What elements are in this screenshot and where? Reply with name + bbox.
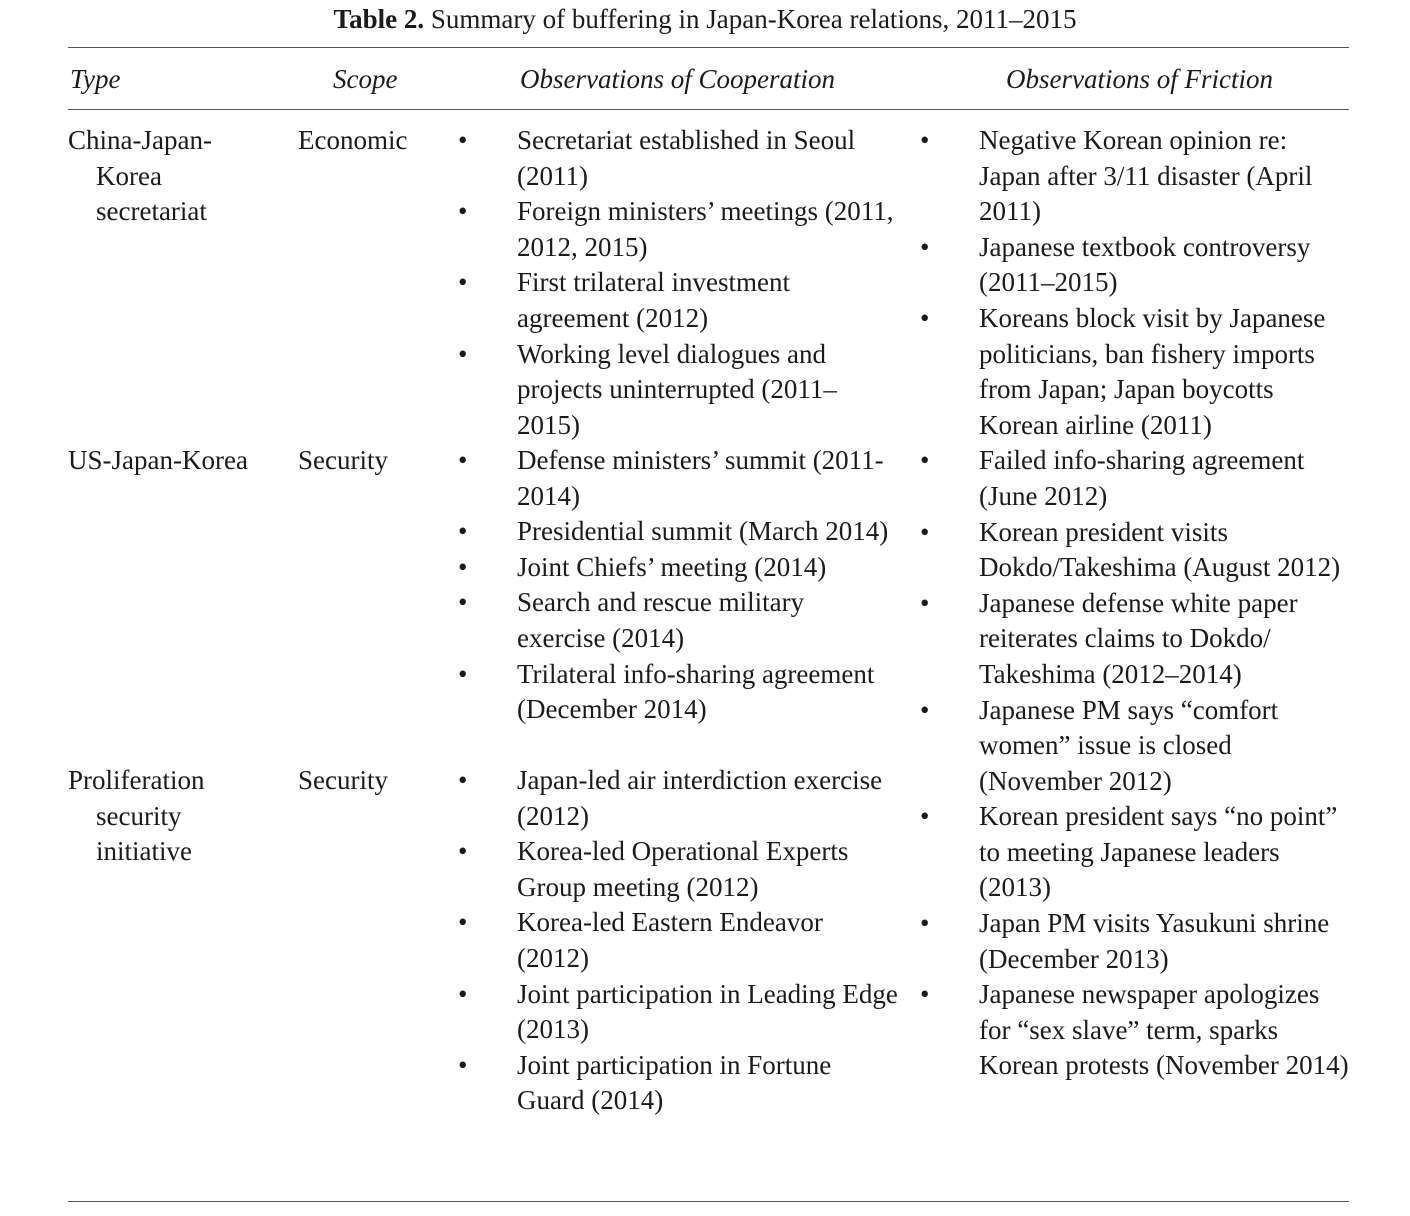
row-2-type [68,443,288,479]
list-item: • Joint participation in Fortune Guard (2014) [458,1048,898,1119]
table-caption-text: Summary of buffering in Japan-Korea relations, 2011–2015 [430,4,1077,34]
list-item: • Trilateral info-sharing agreement (December 2014) [458,657,898,728]
list-item: • Working level dialogues and projects uninterrupted (2011–2015) [458,337,898,444]
list-item: • Failed info-sharing agreement (June 2012) [920,443,1350,514]
list-item: • Japan-led air interdiction exercise (2012) [458,763,898,834]
row-2-cooperation-list [458,443,898,728]
row-3-type-line-2: security [96,800,182,831]
row-3-cooperation-list [458,763,898,1119]
list-item: • Koreans block visit by Japanese politicians, ban fishery imports from Japan; Japan boycotts Korean airline (2011) [920,301,1350,443]
list-item: • Joint participation in Leading Edge (2013) [458,977,898,1048]
list-item: • Japanese defense white paper reiterates claims to Dokdo/ Takeshima (2012–2014) [920,586,1350,693]
row-1-type-line-2: Korea [96,160,162,191]
list-item: • Search and rescue military exercise (2014) [458,585,898,656]
row-3-type-line-3: initiative [96,836,192,867]
list-item: • Korea-led Eastern Endeavor (2012) [458,905,898,976]
header-cooperation: Observations of Cooperation [520,64,835,94]
list-item: • Korean president visits Dokdo/Takeshima (August 2012) [920,515,1350,586]
row-3-scope: Security [298,765,388,795]
header-rule [68,109,1349,110]
list-item: • Foreign ministers’ meetings (2011, 2012, 2015) [458,194,898,265]
row-3-type-line-1: Proliferation [68,765,205,795]
header-scope: Scope [333,64,398,94]
list-item: • Presidential summit (March 2014) [458,514,898,550]
row-1-scope: Economic [298,125,408,155]
list-item: • Defense ministers’ summit (2011-2014) [458,443,898,514]
list-item: • Japanese textbook controversy (2011–2015) [920,230,1350,301]
bottom-rule [68,1201,1349,1202]
list-item: • Japan PM visits Yasukuni shrine (December 2013) [920,906,1350,977]
table-caption [0,3,1410,35]
row-1-type-line-3: secretariat [96,196,207,227]
list-item: • Korea-led Operational Experts Group meeting (2012) [458,834,898,905]
row-1-cooperation-list [458,123,898,443]
list-item: • Japanese newspaper apologizes for “sex slave” term, sparks Korean protests (November 2014) [920,977,1350,1084]
list-item: • Secretariat established in Seoul (2011) [458,123,898,194]
row-1-type [68,123,288,230]
row-3-type [68,763,288,870]
row-2-type-line-1: US-Japan-Korea [68,445,248,475]
list-item: • Joint Chiefs’ meeting (2014) [458,550,898,586]
top-rule [68,47,1349,48]
friction-list [920,123,1350,1084]
header-type: Type [70,64,121,94]
row-2-scope: Security [298,445,388,475]
list-item: • Negative Korean opinion re: Japan after 3/11 disaster (April 2011) [920,123,1350,230]
list-item: • Korean president says “no point” to meeting Japanese leaders (2013) [920,799,1350,906]
list-item: • First trilateral investment agreement (2012) [458,265,898,336]
list-item: • Japanese PM says “comfort women” issue is closed (November 2012) [920,693,1350,800]
header-friction: Observations of Friction [1006,64,1273,94]
table-caption-label: Table 2. [333,4,425,34]
row-1-type-line-1: China-Japan- [68,125,212,155]
